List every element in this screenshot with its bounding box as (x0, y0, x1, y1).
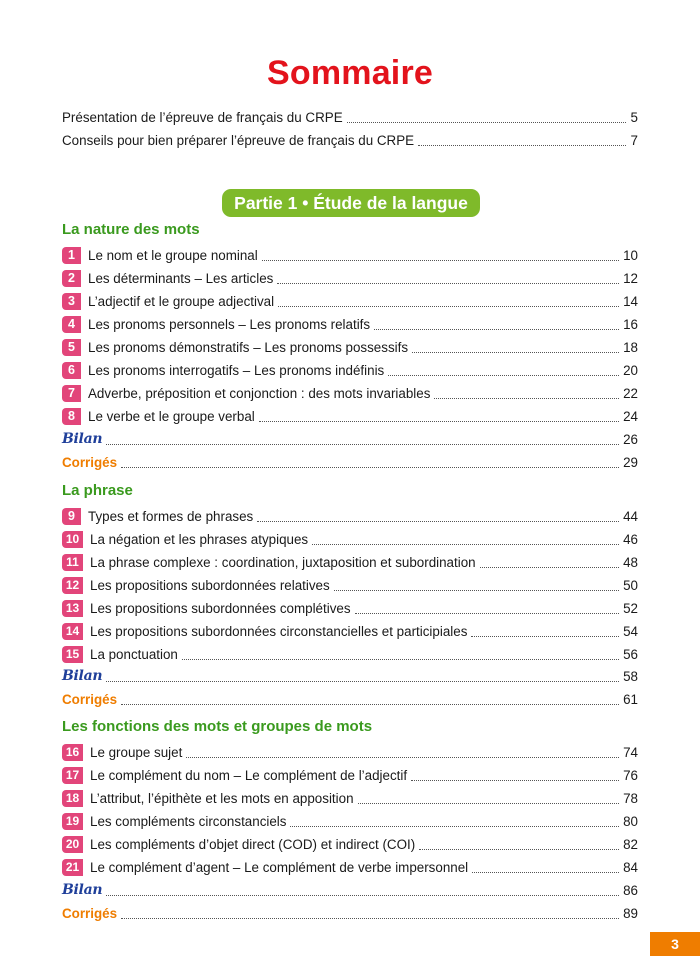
toc-entry-page: 89 (623, 906, 638, 921)
toc-entry[interactable] (62, 551, 638, 571)
chapter-badge: 20 (62, 836, 83, 853)
toc-entry-label: Types et formes de phrases (88, 509, 254, 524)
toc-entry-page: 50 (623, 578, 638, 593)
toc-entry-label: Les compléments circonstanciels (90, 814, 287, 829)
toc-entry[interactable] (62, 620, 638, 640)
toc-entry[interactable] (62, 290, 638, 310)
toc-entry-label: Les pronoms personnels – Les pronoms relatifs (88, 317, 371, 332)
toc-entry-page: 56 (623, 647, 638, 662)
corriges-label: Corrigés (62, 906, 118, 921)
toc-entry[interactable] (62, 787, 638, 807)
dot-leader (277, 283, 619, 284)
toc-entry-page: 18 (623, 340, 638, 355)
toc-entry-label: Les compléments d’objet direct (COD) et indirect (COI) (90, 837, 416, 852)
dot-leader (471, 636, 619, 637)
bilan-label: Bilan (62, 431, 103, 447)
dot-leader (434, 398, 619, 399)
toc-entry-page: 76 (623, 768, 638, 783)
chapter-badge: 13 (62, 600, 83, 617)
dot-leader (388, 375, 619, 376)
toc-entry[interactable] (62, 833, 638, 853)
chapter-badge: 17 (62, 767, 83, 784)
toc-entry-bilan[interactable] (62, 665, 638, 685)
dot-leader (347, 122, 626, 123)
toc-entry[interactable] (62, 505, 638, 525)
toc-entry-page: 29 (623, 455, 638, 470)
toc-entry-page: 20 (623, 363, 638, 378)
toc-entry-label: Le nom et le groupe nominal (88, 248, 258, 263)
chapter-badge: 7 (62, 385, 81, 402)
toc-entry[interactable] (62, 405, 638, 425)
toc-entry-label: La phrase complexe : coordination, juxtaposition et subordination (90, 555, 476, 570)
toc-entry-label: Le verbe et le groupe verbal (88, 409, 255, 424)
toc-entry-page: 52 (623, 601, 638, 616)
chapter-badge: 11 (62, 554, 83, 571)
toc-entry-label: La négation et les phrases atypiques (90, 532, 309, 547)
chapter-badge: 12 (62, 577, 83, 594)
toc-entry-page: 10 (623, 248, 638, 263)
section-title-phrase: La phrase (62, 482, 133, 499)
toc-entry[interactable] (62, 528, 638, 548)
chapter-badge: 1 (62, 247, 81, 264)
toc-entry-page: 7 (630, 133, 638, 148)
dot-leader (411, 780, 619, 781)
dot-leader (182, 659, 619, 660)
chapter-badge: 8 (62, 408, 81, 425)
toc-entry-page: 46 (623, 532, 638, 547)
toc-entry-label: Le complément d’agent – Le complément de verbe impersonnel (90, 860, 469, 875)
dot-leader (278, 306, 619, 307)
toc-entry-page: 80 (623, 814, 638, 829)
toc-entry-corriges[interactable] (62, 688, 638, 708)
dot-leader (418, 145, 626, 146)
dot-leader (374, 329, 619, 330)
toc-entry-page: 5 (630, 110, 638, 125)
toc-entry-page: 54 (623, 624, 638, 639)
chapter-badge: 3 (62, 293, 81, 310)
toc-entry-conseils[interactable] (62, 129, 638, 149)
dot-leader (106, 681, 619, 682)
toc-entry-label: Les pronoms interrogatifs – Les pronoms indéfinis (88, 363, 385, 378)
toc-entry-label: Les pronoms démonstratifs – Les pronoms possessifs (88, 340, 409, 355)
dot-leader (358, 803, 620, 804)
toc-entry[interactable] (62, 359, 638, 379)
part-banner: Partie 1 • Étude de la langue (222, 189, 480, 217)
toc-entry-page: 22 (623, 386, 638, 401)
toc-entry-page: 24 (623, 409, 638, 424)
dot-leader (472, 872, 619, 873)
chapter-badge: 14 (62, 623, 83, 640)
toc-entry-page: 84 (623, 860, 638, 875)
dot-leader (412, 352, 619, 353)
toc-entry-corriges[interactable] (62, 451, 638, 471)
toc-entry-label: Les propositions subordonnées complétives (90, 601, 351, 616)
chapter-badge: 2 (62, 270, 81, 287)
dot-leader (290, 826, 619, 827)
toc-entry[interactable] (62, 313, 638, 333)
toc-entry-label: L’attribut, l’épithète et les mots en apposition (90, 791, 354, 806)
toc-entry[interactable] (62, 643, 638, 663)
chapter-badge: 16 (62, 744, 83, 761)
toc-entry-page: 44 (623, 509, 638, 524)
dot-leader (480, 567, 619, 568)
section-title-nature: La nature des mots (62, 221, 200, 238)
dot-leader (257, 521, 619, 522)
toc-entry[interactable] (62, 810, 638, 830)
toc-entry-label: Conseils pour bien préparer l’épreuve de français du CRPE (62, 133, 415, 148)
bilan-label: Bilan (62, 668, 103, 684)
dot-leader (334, 590, 619, 591)
chapter-badge: 6 (62, 362, 81, 379)
chapter-badge: 5 (62, 339, 81, 356)
toc-entry[interactable] (62, 574, 638, 594)
dot-leader (121, 704, 619, 705)
toc-entry-label: Présentation de l’épreuve de français du CRPE (62, 110, 343, 125)
toc-entry-label: Adverbe, préposition et conjonction : des mots invariables (88, 386, 431, 401)
toc-entry-page: 12 (623, 271, 638, 286)
chapter-badge: 19 (62, 813, 83, 830)
toc-entry[interactable] (62, 856, 638, 876)
toc-entry-bilan[interactable] (62, 879, 638, 899)
dot-leader (262, 260, 619, 261)
dot-leader (419, 849, 619, 850)
dot-leader (355, 613, 620, 614)
dot-leader (106, 444, 619, 445)
toc-entry-presentation[interactable] (62, 106, 638, 126)
toc-entry[interactable] (62, 741, 638, 761)
toc-entry[interactable] (62, 382, 638, 402)
toc-entry-page: 78 (623, 791, 638, 806)
dot-leader (259, 421, 619, 422)
bilan-label: Bilan (62, 882, 103, 898)
chapter-badge: 15 (62, 646, 83, 663)
toc-entry-bilan[interactable] (62, 428, 638, 448)
page-number-tab: 3 (650, 932, 700, 956)
toc-entry-corriges[interactable] (62, 902, 638, 922)
toc-entry-label: Les propositions subordonnées circonstancielles et participiales (90, 624, 468, 639)
toc-entry[interactable] (62, 244, 638, 264)
corriges-label: Corrigés (62, 455, 118, 470)
toc-entry-label: Le complément du nom – Le complément de l’adjectif (90, 768, 408, 783)
dot-leader (312, 544, 619, 545)
section-title-fonctions: Les fonctions des mots et groupes de mots (62, 718, 373, 735)
dot-leader (121, 467, 619, 468)
chapter-badge: 18 (62, 790, 83, 807)
toc-entry-label: La ponctuation (90, 647, 178, 662)
toc-entry[interactable] (62, 336, 638, 356)
toc-entry-page: 14 (623, 294, 638, 309)
corriges-label: Corrigés (62, 692, 118, 707)
toc-entry[interactable] (62, 597, 638, 617)
toc-entry-label: Les propositions subordonnées relatives (90, 578, 330, 593)
dot-leader (186, 757, 619, 758)
toc-entry[interactable] (62, 267, 638, 287)
dot-leader (121, 918, 619, 919)
toc-entry-page: 16 (623, 317, 638, 332)
toc-entry-label: L’adjectif et le groupe adjectival (88, 294, 275, 309)
chapter-badge: 9 (62, 508, 81, 525)
toc-entry-page: 48 (623, 555, 638, 570)
toc-entry-page: 82 (623, 837, 638, 852)
toc-entry-page: 26 (623, 432, 638, 447)
page-title: Sommaire (266, 54, 433, 92)
toc-entry-page: 74 (623, 745, 638, 760)
toc-entry-label: Le groupe sujet (90, 745, 183, 760)
dot-leader (106, 895, 619, 896)
toc-entry-page: 58 (623, 669, 638, 684)
chapter-badge: 21 (62, 859, 83, 876)
chapter-badge: 4 (62, 316, 81, 333)
chapter-badge: 10 (62, 531, 83, 548)
toc-entry-label: Les déterminants – Les articles (88, 271, 274, 286)
toc-entry-page: 61 (623, 692, 638, 707)
toc-entry-page: 86 (623, 883, 638, 898)
toc-entry[interactable] (62, 764, 638, 784)
